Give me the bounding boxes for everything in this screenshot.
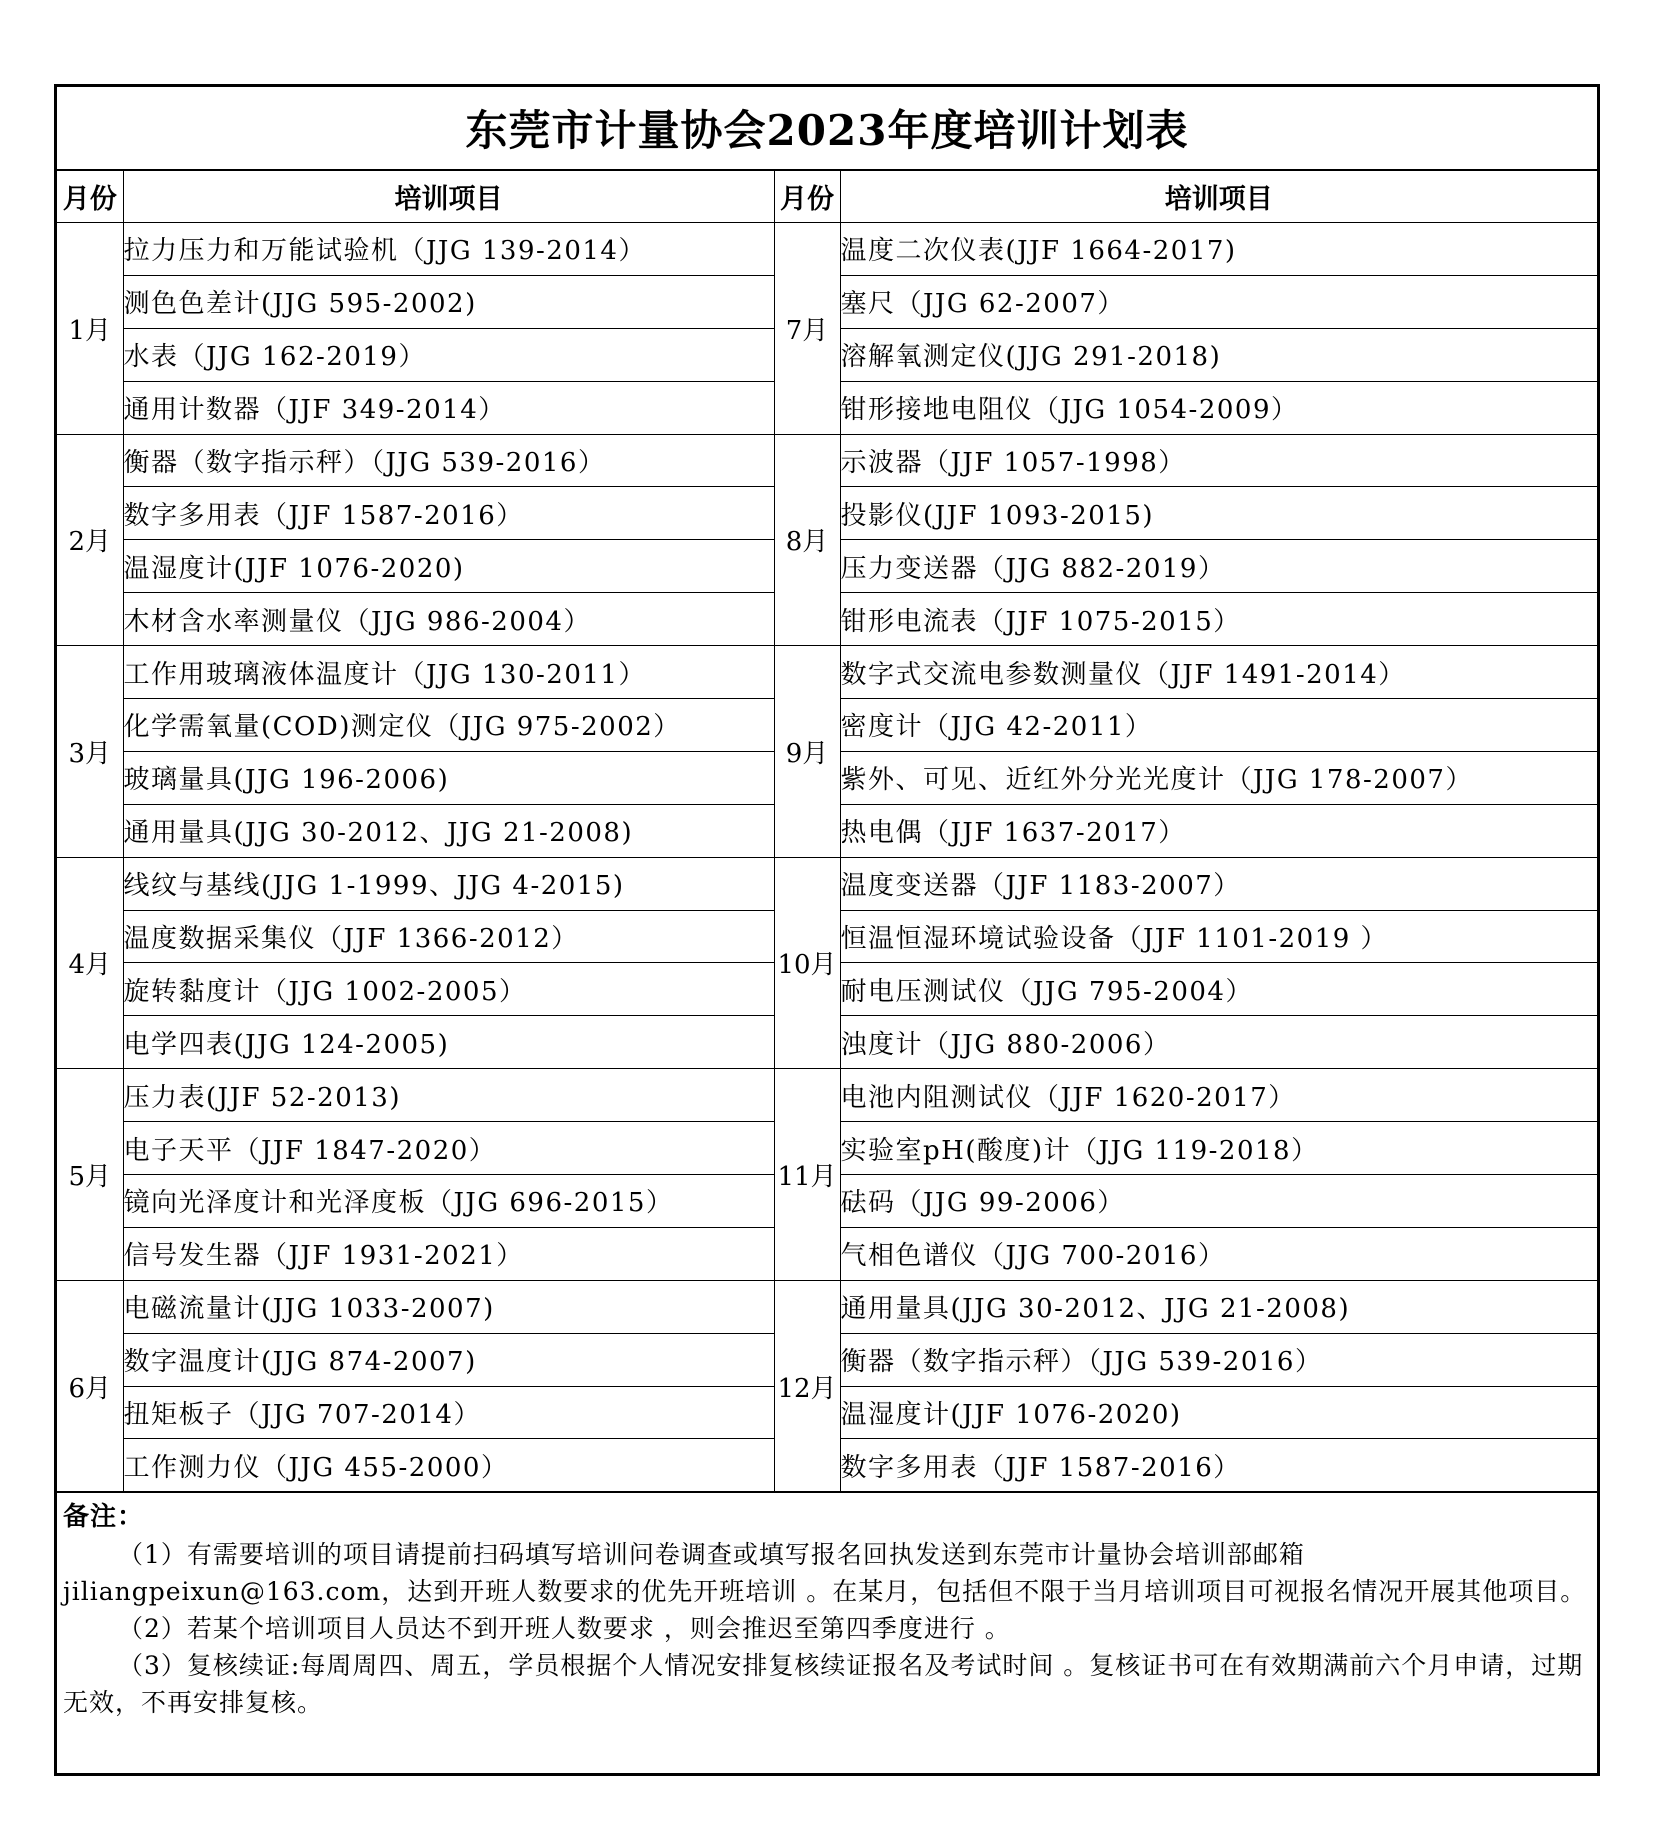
month-cell: 1月: [57, 223, 123, 435]
training-item-cell: 实验室pH(酸度)计（JJG 119-2018）: [840, 1122, 1597, 1175]
training-item-cell: 木材含水率测量仪（JJG 986-2004）: [123, 593, 774, 646]
training-item-cell: 砝码（JJG 99-2006）: [840, 1175, 1597, 1228]
training-item-cell: 衡器（数字指示秤）（JJG 539-2016）: [123, 434, 774, 487]
training-item-cell: 测色色差计(JJG 595-2002): [123, 275, 774, 328]
training-item-cell: 旋转黏度计（JJG 1002-2005）: [123, 963, 774, 1016]
notes-heading: 备注：: [63, 1502, 145, 1533]
table-row: [57, 857, 1597, 910]
training-item-cell: 电磁流量计(JJG 1033-2007): [123, 1280, 774, 1333]
training-item-cell: 数字式交流电参数测量仪（JJF 1491-2014）: [840, 646, 1597, 699]
table-row: [57, 223, 1597, 276]
table-row: [57, 1280, 1597, 1333]
training-item-cell: 浊度计（JJG 880-2006）: [840, 1016, 1597, 1069]
training-item-cell: 电学四表(JJG 124-2005): [123, 1016, 774, 1069]
training-plan-table: [57, 171, 1597, 1492]
training-item-cell: 示波器（JJF 1057-1998）: [840, 434, 1597, 487]
page-title: 东莞市计量协会2023年度培训计划表: [57, 87, 1597, 171]
training-item-cell: 温度二次仪表(JJF 1664-2017): [840, 223, 1597, 276]
training-item-cell: 温湿度计(JJF 1076-2020): [840, 1386, 1597, 1439]
training-item-cell: 扭矩板子（JJG 707-2014）: [123, 1386, 774, 1439]
training-item-cell: 工作用玻璃液体温度计（JJG 130-2011）: [123, 646, 774, 699]
month-cell: 6月: [57, 1280, 123, 1492]
training-item-cell: 温湿度计(JJF 1076-2020): [123, 540, 774, 593]
training-item-cell: 玻璃量具(JJG 196-2006): [123, 751, 774, 804]
training-item-cell: 电池内阻测试仪（JJF 1620-2017）: [840, 1069, 1597, 1122]
training-item-cell: 衡器（数字指示秤）（JJG 539-2016）: [840, 1333, 1597, 1386]
training-item-cell: 镜向光泽度计和光泽度板（JJG 696-2015）: [123, 1175, 774, 1228]
training-item-cell: 热电偶（JJF 1637-2017）: [840, 804, 1597, 857]
training-item-cell: 恒温恒湿环境试验设备（JJF 1101-2019 ）: [840, 910, 1597, 963]
training-item-cell: 温度变送器（JJF 1183-2007）: [840, 857, 1597, 910]
training-item-cell: 溶解氧测定仪(JJG 291-2018): [840, 328, 1597, 381]
table-row: [57, 1069, 1597, 1122]
table-row: [57, 434, 1597, 487]
month-cell: 10月: [774, 857, 840, 1069]
month-cell: 5月: [57, 1069, 123, 1281]
training-item-cell: 水表（JJG 162-2019）: [123, 328, 774, 381]
training-item-cell: 投影仪(JJF 1093-2015): [840, 487, 1597, 540]
training-item-cell: 压力变送器（JJG 882-2019）: [840, 540, 1597, 593]
month-cell: 4月: [57, 857, 123, 1069]
training-item-cell: 气相色谱仪（JJG 700-2016）: [840, 1227, 1597, 1280]
training-plan-sheet: [54, 84, 1600, 1776]
training-item-cell: 塞尺（JJG 62-2007）: [840, 275, 1597, 328]
table-body: [57, 223, 1597, 1492]
header-item-left: 培训项目: [123, 171, 774, 223]
header-month-right: 月份: [774, 171, 840, 223]
training-item-cell: 线纹与基线(JJG 1-1999、JJG 4-2015): [123, 857, 774, 910]
training-item-cell: 耐电压测试仪（JJG 795-2004）: [840, 963, 1597, 1016]
training-item-cell: 数字多用表（JJF 1587-2016）: [840, 1439, 1597, 1492]
training-item-cell: 数字多用表（JJF 1587-2016）: [123, 487, 774, 540]
training-item-cell: 电子天平（JJF 1847-2020）: [123, 1122, 774, 1175]
note-line-3: （3）复核续证:每周周四、周五，学员根据个人情况安排复核续证报名及考试时间 。复核证书可在有效期满前六个月申请，过期无效，不再安排复核。: [63, 1651, 1584, 1718]
training-item-cell: 数字温度计(JJG 874-2007): [123, 1333, 774, 1386]
month-cell: 3月: [57, 646, 123, 858]
month-cell: 12月: [774, 1280, 840, 1492]
month-cell: 8月: [774, 434, 840, 646]
training-item-cell: 钳形接地电阻仪（JJG 1054-2009）: [840, 381, 1597, 434]
month-cell: 7月: [774, 223, 840, 435]
training-item-cell: 通用量具(JJG 30-2012、JJG 21-2008): [840, 1280, 1597, 1333]
training-item-cell: 钳形电流表（JJF 1075-2015）: [840, 593, 1597, 646]
training-item-cell: 通用计数器（JJF 349-2014）: [123, 381, 774, 434]
training-item-cell: 通用量具(JJG 30-2012、JJG 21-2008): [123, 804, 774, 857]
notes-section: [57, 1492, 1597, 1721]
training-item-cell: 拉力压力和万能试验机（JJG 139-2014）: [123, 223, 774, 276]
training-item-cell: 温度数据采集仪（JJF 1366-2012）: [123, 910, 774, 963]
training-item-cell: 信号发生器（JJF 1931-2021）: [123, 1227, 774, 1280]
month-cell: 11月: [774, 1069, 840, 1281]
training-item-cell: 工作测力仪（JJG 455-2000）: [123, 1439, 774, 1492]
month-cell: 2月: [57, 434, 123, 646]
table-header-row: [57, 171, 1597, 223]
training-item-cell: 密度计（JJG 42-2011）: [840, 699, 1597, 752]
note-line-2: （2）若某个培训项目人员达不到开班人数要求 ，则会推迟至第四季度进行 。: [118, 1614, 1011, 1644]
month-cell: 9月: [774, 646, 840, 858]
training-item-cell: 紫外、可见、近红外分光光度计（JJG 178-2007）: [840, 751, 1597, 804]
header-month-left: 月份: [57, 171, 123, 223]
header-item-right: 培训项目: [840, 171, 1597, 223]
note-line-1: （1）有需要培训的项目请提前扫码填写培训问卷调查或填写报名回执发送到东莞市计量协会培训部邮箱jiliangpeixun@163.com，达到开班人数要求的优先开班培训 。在某月，包括但不限于当月培训项目可视报名情况开展其他项目。: [63, 1540, 1587, 1607]
training-item-cell: 压力表(JJF 52-2013): [123, 1069, 774, 1122]
table-row: [57, 646, 1597, 699]
training-item-cell: 化学需氧量(COD)测定仪（JJG 975-2002）: [123, 699, 774, 752]
